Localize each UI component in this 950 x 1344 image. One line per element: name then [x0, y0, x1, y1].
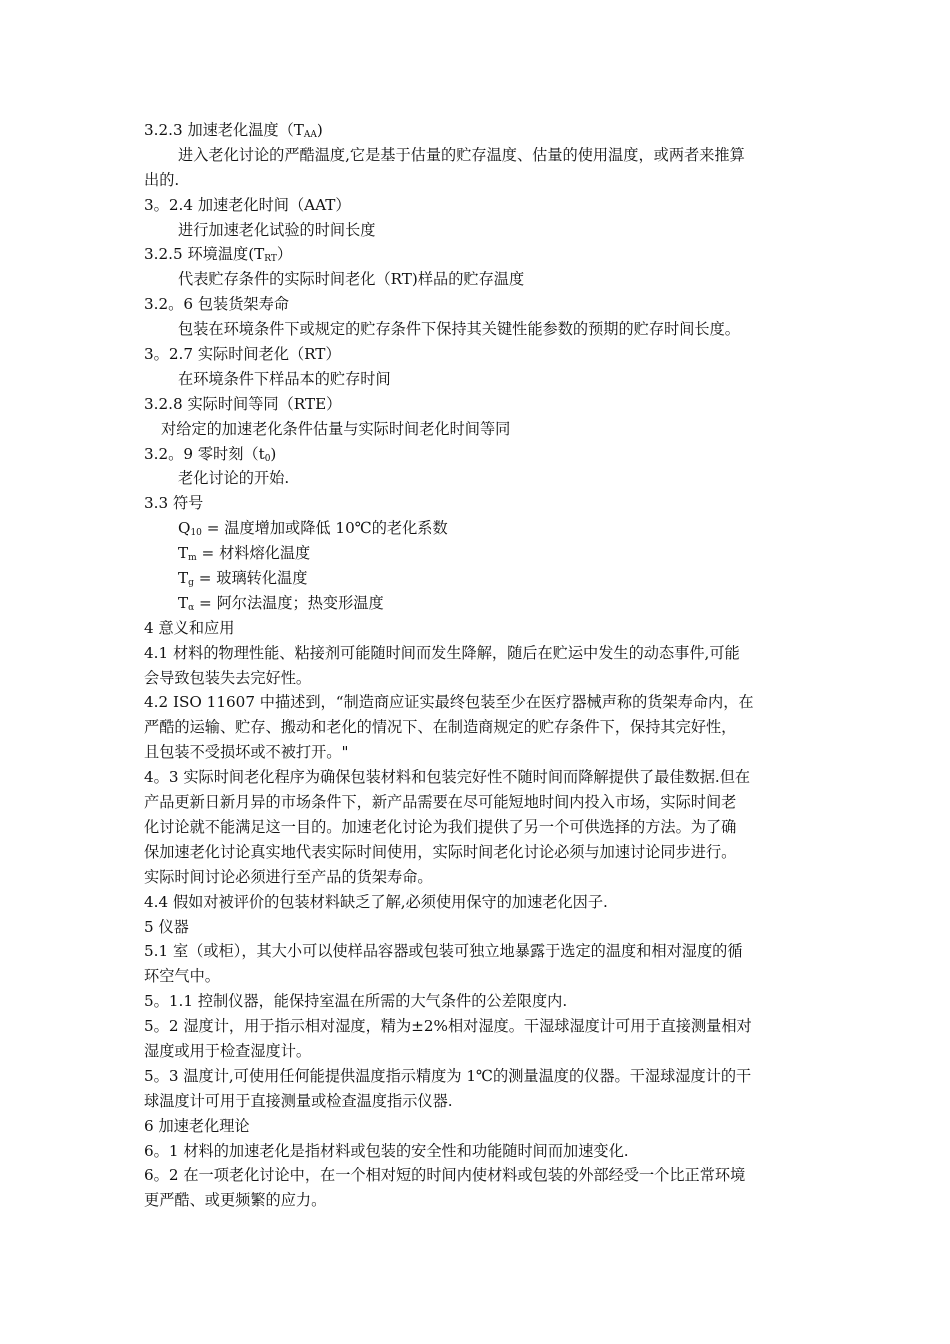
text-run: ） — [276, 245, 293, 264]
text-line — [144, 442, 808, 467]
text-line: 6。1 材料的加速老化是指材料或包装的安全性和功能随时间而加速变化. — [144, 1141, 629, 1160]
text-line: 湿度或用于检查湿度计。 — [144, 1041, 312, 1060]
subscript: g — [188, 578, 194, 589]
text-line: 4 意义和应用 — [144, 618, 235, 637]
text-line: 对给定的加速老化条件估量与实际时间老化时间等同 — [161, 419, 511, 438]
text-run: ) — [270, 444, 277, 463]
text-run: T — [178, 544, 189, 563]
text-line: 3。2.4 加速老化时间（AAT） — [144, 195, 351, 214]
text-line: 3.3 符号 — [144, 494, 204, 513]
text-line — [144, 541, 808, 566]
text-run: = 材料熔化温度 — [196, 544, 311, 563]
text-line: 4.1 材料的物理性能、粘接剂可能随时间而发生降解，随后在贮运中发生的动态事件,可能 — [144, 643, 740, 662]
text-run: = 温度增加或降低 10℃的老化系数 — [201, 519, 448, 538]
subscript: α — [188, 602, 195, 613]
text-line: 4.4 假如对被评价的包装材料缺乏了解,必须使用保守的加速老化因子. — [144, 892, 608, 911]
text-line: 5。3 温度计,可使用任何能提供温度指示精度为 1℃的测量温度的仪器。干湿球湿度计的干 — [144, 1066, 752, 1085]
text-run: ) — [316, 121, 323, 139]
text-line: 球温度计可用于直接测量或检查温度指示仪器. — [144, 1091, 453, 1110]
text-line: 实际时间讨论必须进行至产品的货架寿命。 — [144, 867, 433, 886]
text-line: 化讨论就不能满足这一目的。加速老化讨论为我们提供了另一个可供选择的方法。为了确 — [144, 817, 737, 836]
text-line: 包装在环境条件下或规定的贮存条件下保持其关键性能参数的预期的贮存时间长度。 — [178, 320, 740, 339]
text-line: 3.2.8 实际时间等同（RTE） — [144, 394, 342, 413]
text-line: 3.2。6 包装货架寿命 — [144, 295, 289, 314]
text-line: 进行加速老化试验的时间长度 — [178, 220, 376, 239]
subscript: RT — [264, 254, 277, 265]
subscript: 0 — [264, 453, 271, 464]
text-line: 5 仪器 — [144, 917, 189, 936]
text-line: 5。1.1 控制仪器，能保持室温在所需的大气条件的公差限度内. — [144, 992, 568, 1011]
text-line — [144, 591, 808, 616]
text-run: 3.2.5 环境温度(T — [144, 245, 265, 264]
text-line: 代表贮存条件的实际时间老化（RT)样品的贮存温度 — [178, 270, 525, 289]
text-line: 且包装不受损坏或不被打开。" — [144, 743, 349, 762]
text-line: 更严酷、或更频繁的应力。 — [144, 1191, 327, 1210]
text-run: T — [178, 593, 189, 612]
text-run: = 玻璃转化温度 — [193, 569, 308, 588]
text-line — [144, 118, 808, 143]
text-line: 产品更新日新月异的市场条件下，新产品需要在尽可能短地时间内投入市场，实际时间老 — [144, 793, 737, 812]
text-line: 5。2 湿度计，用于指示相对湿度，精为±2%相对湿度。干湿球湿度计可用于直接测量相对 — [144, 1017, 752, 1036]
text-line — [144, 242, 808, 267]
text-line: 出的. — [144, 170, 180, 189]
text-line: 5.1 室（或柜），其大小可以使样品容器或包装可独立地暴露于选定的温度和相对湿度的循 — [144, 942, 743, 961]
text-line: 3。2.7 实际时间老化（RT） — [144, 345, 341, 364]
text-line — [144, 566, 808, 591]
text-line: 4。3 实际时间老化程序为确保包装材料和包装完好性不随时间而降解提供了最佳数据.但在 — [144, 768, 751, 787]
text-line: 4.2 ISO 11607 中描述到，“制造商应证实最终包装至少在医疗器械声称的货架寿命内，在 — [144, 693, 754, 712]
text-run: = 阿尔法温度；热变形温度 — [194, 593, 384, 612]
text-run: Q — [178, 519, 191, 538]
text-line: 在环境条件下样品本的贮存时间 — [178, 369, 391, 388]
subscript: AA — [303, 130, 317, 140]
text-run: 3.2。9 零时刻（t — [144, 444, 265, 463]
subscript: m — [188, 553, 197, 564]
text-line: 会导致包装失去完好性。 — [144, 668, 312, 687]
text-line — [144, 516, 808, 541]
document-body — [144, 118, 808, 1213]
text-line: 6。2 在一项老化讨论中，在一个相对短的时间内使材料或包装的外部经受一个比正常环境 — [144, 1166, 746, 1185]
subscript: 10 — [190, 528, 202, 539]
text-run: T — [178, 569, 189, 588]
text-line: 严酷的运输、贮存、搬动和老化的情况下、在制造商规定的贮存条件下，保持其完好性， — [144, 718, 737, 737]
text-line: 进入老化讨论的严酷温度,它是基于估量的贮存温度、估量的使用温度，或两者来推算 — [178, 145, 745, 164]
text-line: 保加速老化讨论真实地代表实际时间使用，实际时间老化讨论必须与加速讨论同步进行。 — [144, 842, 737, 861]
text-line: 环空气中。 — [144, 967, 220, 986]
text-run: 3.2.3 加速老化温度（T — [144, 121, 304, 139]
text-line: 老化讨论的开始. — [178, 469, 290, 488]
text-line: 6 加速老化理论 — [144, 1116, 250, 1135]
